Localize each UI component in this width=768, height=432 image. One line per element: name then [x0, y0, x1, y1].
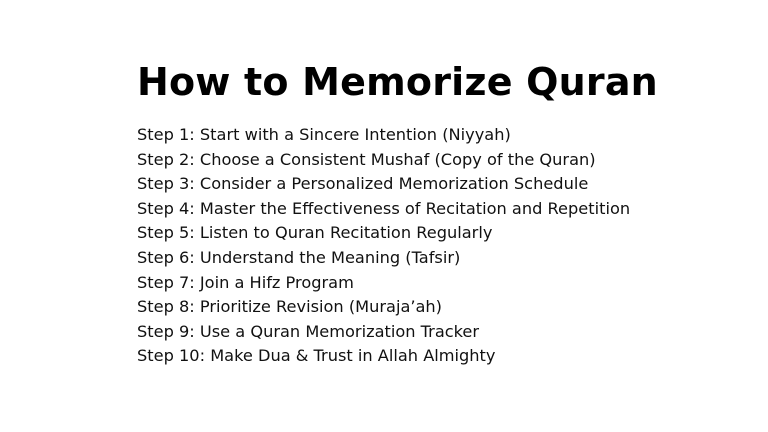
step-item-8: Step 8: Prioritize Revision (Muraja’ah) — [137, 297, 443, 317]
step-item-9: Step 9: Use a Quran Memorization Tracker — [137, 321, 480, 341]
page-title: How to Memorize Quran — [137, 60, 658, 104]
step-item-5: Step 5: Listen to Quran Recitation Regularly — [137, 223, 493, 243]
step-item-2: Step 2: Choose a Consistent Mushaf (Copy of the Quran) — [137, 149, 596, 169]
step-item-7: Step 7: Join a Hifz Program — [137, 272, 354, 292]
step-item-1: Step 1: Start with a Sincere Intention (Niyyah) — [137, 125, 511, 144]
content-block — [137, 58, 757, 369]
step-item-6: Step 6: Understand the Meaning (Tafsir) — [137, 247, 461, 267]
step-item-10: Step 10: Make Dua & Trust in Allah Almighty — [137, 346, 496, 366]
step-item-3: Step 3: Consider a Personalized Memorization Schedule — [137, 174, 589, 194]
steps-list — [137, 123, 757, 369]
step-item-4: Step 4: Master the Effectiveness of Recitation and Repetition — [137, 198, 631, 218]
